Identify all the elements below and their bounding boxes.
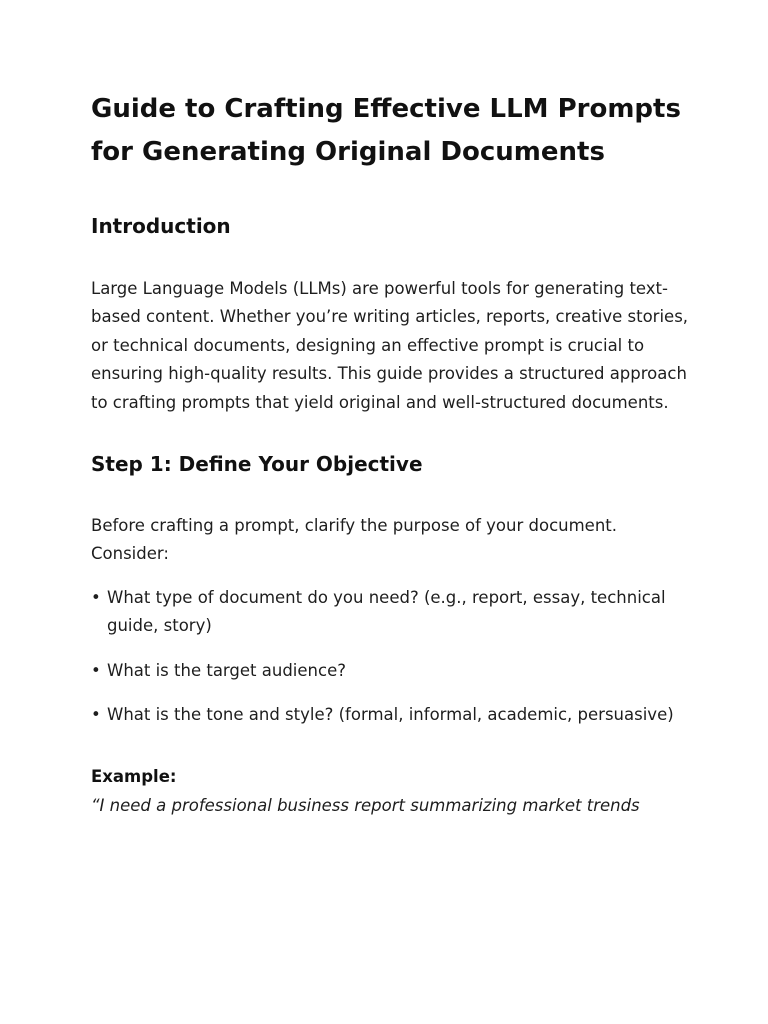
introduction-paragraph: Large Language Models (LLMs) are powerful tools for generating text-based content. Whether you’re writing articles, reports, creative stories, or technical documents, designing an effective prompt is crucial to ensuring high-quality results. This guide provides a structured approach to crafting prompts that yield original and well-structured documents. [91,279,689,412]
bullet-icon: • [91,587,101,607]
example-label: Example: [91,767,177,787]
introduction-heading: Introduction [91,214,231,238]
list-item-text: What is the tone and style? (formal, informal, academic, persuasive) [107,705,674,725]
objective-questions-list [91,584,691,730]
list-item-text: What type of document do you need? (e.g., report, essay, technical guide, story) [107,587,666,636]
bullet-icon: • [91,705,101,725]
example-text: “I need a professional business report summarizing market trends [91,795,640,815]
list-item-text: What is the target audience? [107,660,346,680]
list-item [91,584,691,641]
document-content [91,88,691,820]
list-item [91,701,691,729]
list-item [91,657,691,685]
bullet-icon: • [91,660,101,680]
step-1-paragraph: Before crafting a prompt, clarify the purpose of your document. Consider: [91,516,618,564]
step-1-heading: Step 1: Define Your Objective [91,452,423,477]
document-title: Guide to Crafting Effective LLM Prompts for Generating Original Documents [91,94,681,167]
